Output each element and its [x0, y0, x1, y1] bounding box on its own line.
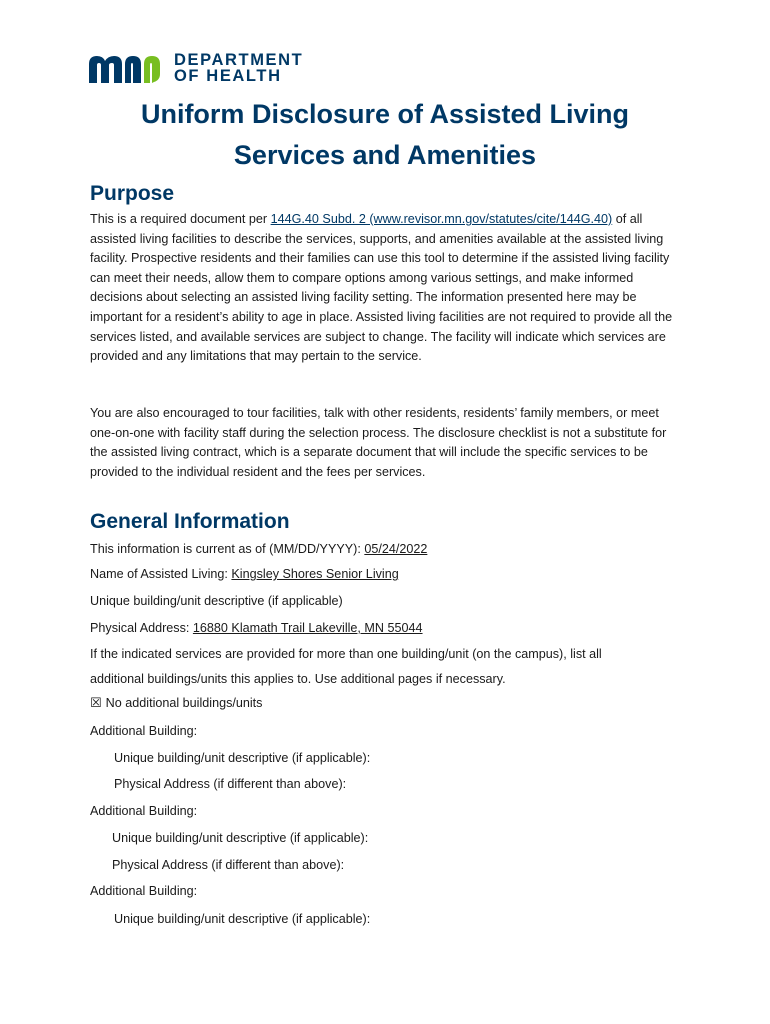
purpose-text-body: of all assisted living facilities to describe the services, supports, and amenities available at the assisted living facility. Prospective residents and their families can use this tool to determine if the assisted living facility can meet their needs, allow them to compare options among various settings, and make informed decisions about selecting an assisted living facility setting. The information presented here may be important for a resident’s ability to age in place. Assisted living facilities are not required to provide all the services listed, and available services are subject to change. The facility will indicate which services are provided and any limitations that may pertain to the service. — [90, 212, 673, 364]
additional-unique-descriptive-label: Unique building/unit descriptive (if applicable): — [114, 751, 371, 765]
additional-building-label: Additional Building: — [90, 804, 198, 818]
purpose-paragraph-1 — [90, 210, 680, 367]
additional-physical-address-label: Physical Address (if different than above): — [112, 858, 345, 872]
statute-link[interactable]: 144G.40 Subd. 2 (www.revisor.mn.gov/statutes/cite/144G.40) — [270, 212, 613, 226]
unique-building-line: Unique building/unit descriptive (if applicable) — [90, 594, 343, 608]
current-as-of-value: 05/24/2022 — [364, 542, 428, 556]
logo-line-department: DEPARTMENT — [174, 51, 304, 69]
additional-unique-descriptive-label: Unique building/unit descriptive (if applicable): — [114, 912, 371, 926]
additional-unique-descriptive-label: Unique building/unit descriptive (if applicable): — [112, 831, 369, 845]
multi-building-instructions-1: If the indicated services are provided for more than one building/unit (on the campus), list all — [90, 647, 602, 661]
logo-line-of-health: OF HEALTH — [174, 67, 282, 85]
additional-building-label: Additional Building: — [90, 724, 198, 738]
current-as-of-label: This information is current as of (MM/DD/YYYY): — [90, 542, 365, 556]
physical-address-label: Physical Address: — [90, 621, 193, 635]
mn-logo-icon — [88, 52, 168, 84]
purpose-heading: Purpose — [90, 182, 175, 205]
no-additional-buildings-row — [90, 694, 262, 713]
checked-box-icon[interactable]: ☒ — [90, 696, 102, 711]
general-info-heading: General Information — [90, 510, 290, 533]
additional-building-label: Additional Building: — [90, 884, 198, 898]
physical-address-value: 16880 Klamath Trail Lakeville, MN 55044 — [192, 621, 423, 635]
no-additional-buildings-label: No additional buildings/units — [105, 696, 263, 710]
current-as-of-line — [90, 540, 427, 558]
title-line-1: Uniform Disclosure of Assisted Living — [140, 99, 630, 129]
additional-physical-address-label: Physical Address (if different than above): — [114, 777, 347, 791]
purpose-paragraph-2: You are also encouraged to tour facilities, talk with other residents, residents’ family members, or meet one-on-one with facility staff during the selection process. The disclosure checklist is not a substitute for the assisted living contract, which is a separate document that will include the specific services to be provided to the individual resident and the fees per services. — [90, 406, 667, 479]
assisted-living-name-value: Kingsley Shores Senior Living — [231, 567, 399, 581]
page-title — [0, 94, 770, 176]
logo-text — [174, 52, 303, 84]
title-line-2: Services and Amenities — [233, 140, 537, 170]
assisted-living-name-line — [90, 565, 399, 583]
multi-building-instructions-2: additional buildings/units this applies to. Use additional pages if necessary. — [90, 672, 506, 686]
mdh-logo — [88, 52, 303, 84]
purpose-text-intro: This is a required document per — [90, 212, 271, 226]
physical-address-line — [90, 619, 423, 637]
assisted-living-name-label: Name of Assisted Living: — [90, 567, 232, 581]
